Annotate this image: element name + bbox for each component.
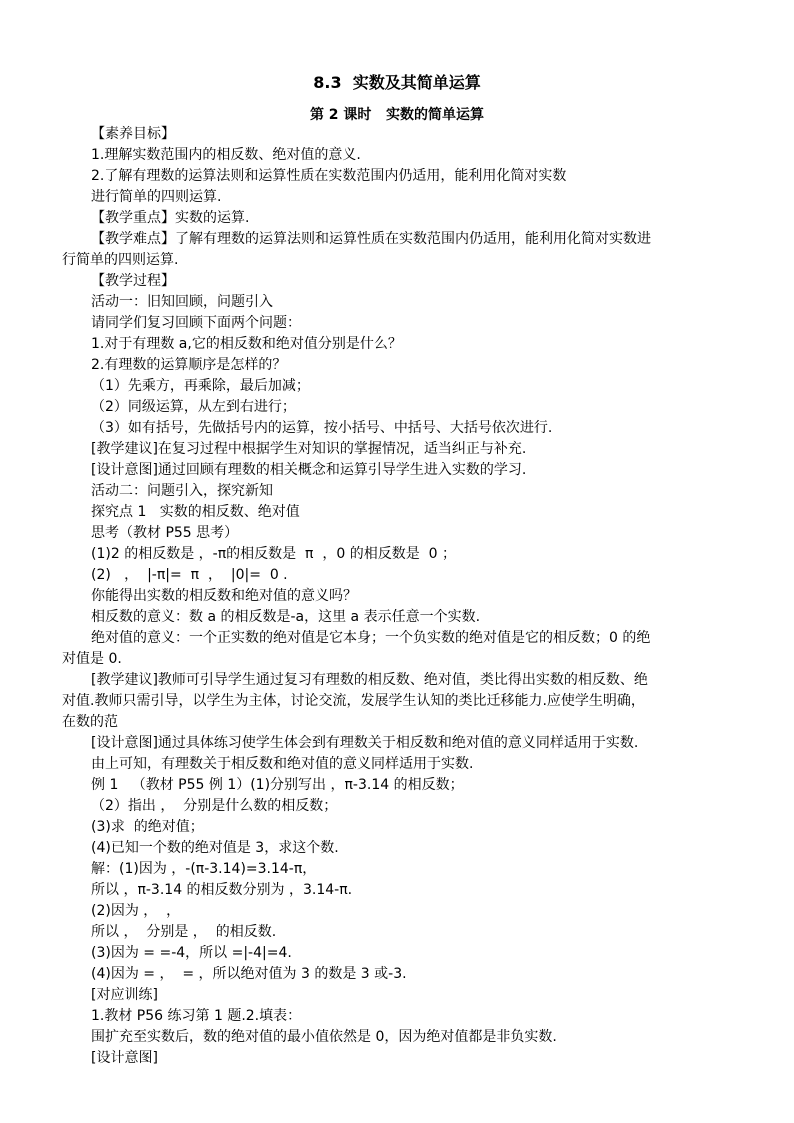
text-line: (3)因为 = =-4，所以 =|-4|=4. bbox=[91, 945, 292, 961]
text-line: [对应训练] bbox=[91, 987, 158, 1003]
text-line: 活动一：旧知回顾，问题引入 bbox=[91, 294, 273, 310]
text-line: 对值是 0. bbox=[62, 651, 122, 667]
text-line: 1.对于有理数 a,它的相反数和绝对值分别是什么？ bbox=[91, 336, 402, 352]
text-line: 1.教材 P56 练习第 1 题.2.填表： bbox=[91, 1008, 302, 1024]
text-line: [设计意图]通过具体练习使学生体会到有理数关于相反数和绝对值的意义同样适用于实数. bbox=[91, 735, 639, 751]
lesson-subtitle: 第 2 课时 实数的简单运算 bbox=[309, 107, 485, 123]
text-line: （2）同级运算，从左到右进行； bbox=[91, 399, 296, 415]
text-line: 你能得出实数的相反数和绝对值的意义吗？ bbox=[91, 588, 357, 604]
text-line: 【教学重点】实数的运算. bbox=[91, 210, 250, 226]
text-line: (4)已知一个数的绝对值是 3，求这个数. bbox=[91, 840, 339, 856]
text-line: (2) ， |-π|= π ， |0|= 0 . bbox=[91, 567, 288, 583]
text-line: 【教学难点】了解有理数的运算法则和运算性质在实数范围内仍适用，能利用化简对实数进 bbox=[91, 231, 651, 247]
text-line: 探究点 1 实数的相反数、绝对值 bbox=[91, 504, 300, 520]
text-line: 在数的范 bbox=[62, 714, 118, 730]
text-line: （1）先乘方，再乘除，最后加减； bbox=[91, 378, 310, 394]
text-line: 2.了解有理数的运算法则和运算性质在实数范围内仍适用，能利用化简对实数 bbox=[91, 168, 567, 184]
text-line: (4)因为 = ， = ，所以绝对值为 3 的数是 3 或-3. bbox=[91, 966, 407, 982]
text-line: 所以 ， 分别是 ， 的相反数. bbox=[91, 924, 277, 940]
text-line: 请同学们复习回顾下面两个问题： bbox=[91, 315, 301, 331]
text-line: （2）指出 ， 分别是什么数的相反数； bbox=[91, 798, 338, 814]
text-line: 相反数的意义：数 a 的相反数是-a，这里 a 表示任意一个实数. bbox=[91, 609, 481, 625]
text-line: 进行简单的四则运算. bbox=[91, 189, 222, 205]
text-line: (1)2 的相反数是 ，-π的相反数是 π ，0 的相反数是 0 ； bbox=[91, 546, 456, 562]
text-line: 所以 ，π-3.14 的相反数分别为 ，3.14-π. bbox=[91, 882, 353, 898]
text-line: (2)因为 ， ， bbox=[91, 903, 181, 919]
text-line: 解：(1)因为 ，-(π-3.14)=3.14-π， bbox=[91, 861, 317, 877]
text-line: 行简单的四则运算. bbox=[62, 252, 179, 268]
text-line: 1.理解实数范围内的相反数、绝对值的意义. bbox=[91, 147, 361, 163]
text-line: 活动二：问题引入，探究新知 bbox=[91, 483, 273, 499]
text-line: 【素养目标】 bbox=[91, 126, 175, 142]
text-line: (3)求 的绝对值； bbox=[91, 819, 204, 835]
text-line: （3）如有括号，先做括号内的运算，按小括号、中括号、大括号依次进行. bbox=[91, 420, 553, 436]
page-title: 8.3 实数及其简单运算 bbox=[313, 73, 481, 92]
text-line: 围扩充至实数后，数的绝对值的最小值依然是 0，因为绝对值都是非负实数. bbox=[91, 1029, 557, 1045]
text-line: 由上可知，有理数关于相反数和绝对值的意义同样适用于实数. bbox=[91, 756, 474, 772]
text-line: 例 1 （教材 P55 例 1）(1)分别写出 ，π-3.14 的相反数； bbox=[91, 777, 464, 793]
text-line: 2.有理数的运算顺序是怎样的？ bbox=[91, 357, 287, 373]
text-line: 思考（教材 P55 思考） bbox=[91, 525, 239, 541]
text-line: [教学建议]教师可引导学生通过复习有理数的相反数、绝对值，类比得出实数的相反数、绝 bbox=[91, 672, 648, 688]
text-line: [教学建议]在复习过程中根据学生对知识的掌握情况，适当纠正与补充. bbox=[91, 441, 527, 457]
text-line: 对值.教师只需引导，以学生为主体，讨论交流，发展学生认知的类比迁移能力.应使学生明确， bbox=[62, 693, 645, 709]
text-line: 绝对值的意义：一个正实数的绝对值是它本身；一个负实数的绝对值是它的相反数；0 的绝 bbox=[91, 630, 651, 646]
text-line: [设计意图]通过回顾有理数的相关概念和运算引导学生进入实数的学习. bbox=[91, 462, 527, 478]
text-line: 【教学过程】 bbox=[91, 273, 175, 289]
text-line: [设计意图] bbox=[91, 1050, 158, 1066]
